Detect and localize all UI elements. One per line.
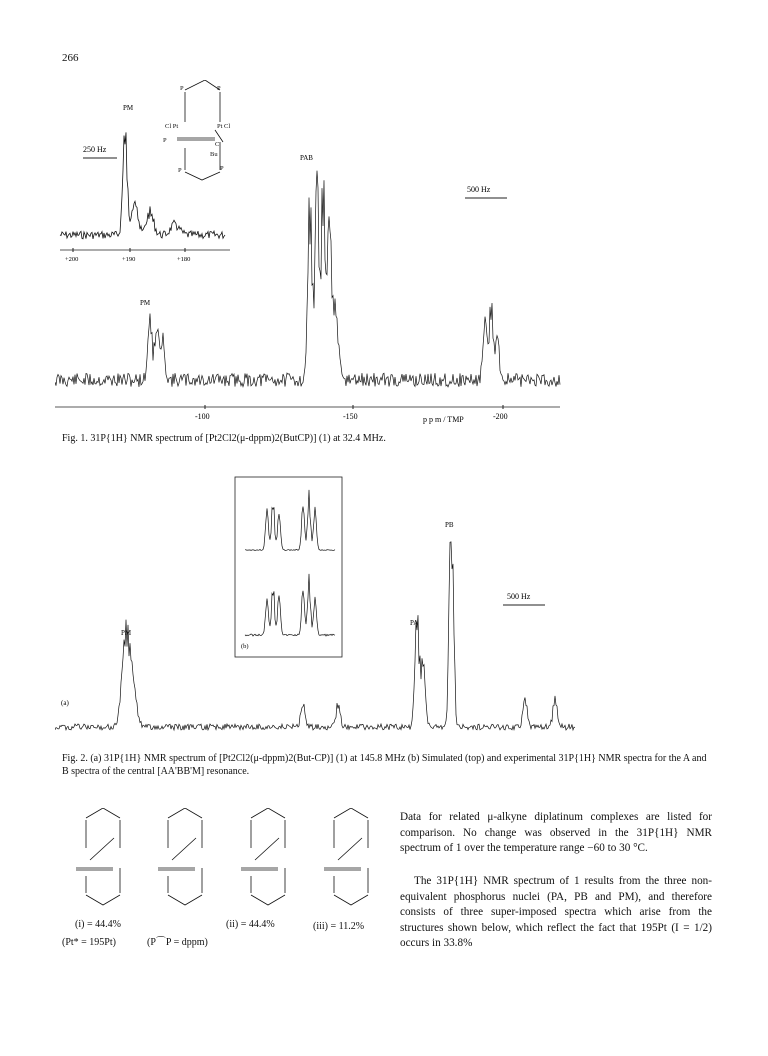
structure-label-ii: (ii) = 44.4%	[226, 919, 275, 930]
figure-1-structure	[163, 80, 230, 180]
axis-tick-100: -100	[195, 412, 210, 421]
peak-label-m: PM	[140, 299, 151, 307]
fig2-scale-label: 500 Hz	[507, 592, 531, 601]
experimental-trace	[245, 574, 335, 636]
svg-text:P: P	[220, 165, 224, 172]
axis-tick-150: -150	[343, 412, 358, 421]
svg-text:P: P	[217, 85, 221, 92]
fig2-peak-a: PA	[410, 619, 419, 627]
inset-peak-label: PM	[123, 104, 134, 112]
main-trace	[55, 171, 560, 387]
body-paragraph-2: The 31P{1H} NMR spectrum of 1 results from the three non-equivalent phosphorus nuclei (PA, PB and PM), and therefore consists of three super-imposed spectra which arise from the structures shown below, which reflect the fact that 195Pt (I = 1/2) occurs in 33.8%	[400, 875, 712, 949]
figure-1-caption: Fig. 1. 31P{1H} NMR spectrum of [Pt2Cl2(μ-dppm)2(ButCP)] (1) at 32.4 MHz.	[62, 433, 386, 444]
label-a: (a)	[61, 699, 69, 707]
svg-text:C: C	[215, 141, 220, 148]
structure-label-i: (i) = 44.4%	[75, 919, 121, 930]
fig2-main-trace	[55, 542, 575, 730]
figure-2-spectrum	[55, 475, 580, 745]
figure-1-spectrum	[55, 80, 565, 425]
figure-1-inset	[60, 104, 230, 263]
structure-label-iii: (iii) = 11.2%	[313, 921, 365, 932]
svg-text:P: P	[180, 85, 184, 92]
svg-text:Bu: Bu	[210, 151, 218, 158]
peak-label-ab: PAB	[300, 154, 313, 162]
svg-text:P: P	[178, 167, 182, 174]
fig2-peak-m: PM	[121, 629, 132, 637]
inset-tick-0: +200	[65, 256, 79, 263]
page-number: 266	[62, 52, 79, 64]
inset-tick-2: +180	[177, 256, 191, 263]
simulated-trace	[245, 490, 335, 551]
structures-drawing	[58, 808, 393, 918]
svg-text:Pt Cl: Pt Cl	[217, 123, 231, 130]
pt-note: (Pt* = 195Pt)	[62, 937, 116, 948]
figure-2-caption: Fig. 2. (a) 31P{1H} NMR spectrum of [Pt2Cl2(μ-dppm)2(But-CP)] (1) at 145.8 MHz (b) Simulated (top) and experimental 31P{1H} NMR spectra for the A and B spectra of the central [AA'BB'M] resonance.	[62, 753, 707, 777]
figure-2-inset-box	[235, 477, 342, 657]
body-paragraph-1: Data for related μ-alkyne diplatinum complexes are listed for comparison. No change was observed in the 31P{1H} NMR spectrum of 1 over the temperature range −60 to 30 °C.	[400, 811, 712, 854]
inset-tick-1: +190	[122, 256, 136, 263]
axis-tick-200: -200	[493, 412, 508, 421]
axis-unit: p p m / TMP	[423, 415, 464, 424]
fig2-peak-b: PB	[445, 521, 454, 529]
svg-text:P: P	[163, 137, 167, 144]
label-b: (b)	[241, 643, 249, 650]
inset-scale-label: 250 Hz	[83, 145, 107, 154]
dppm-note: (P⌒P = dppm)	[147, 937, 208, 948]
scale-bar-label: 500 Hz	[467, 185, 491, 194]
svg-text:Cl Pt: Cl Pt	[165, 123, 179, 130]
